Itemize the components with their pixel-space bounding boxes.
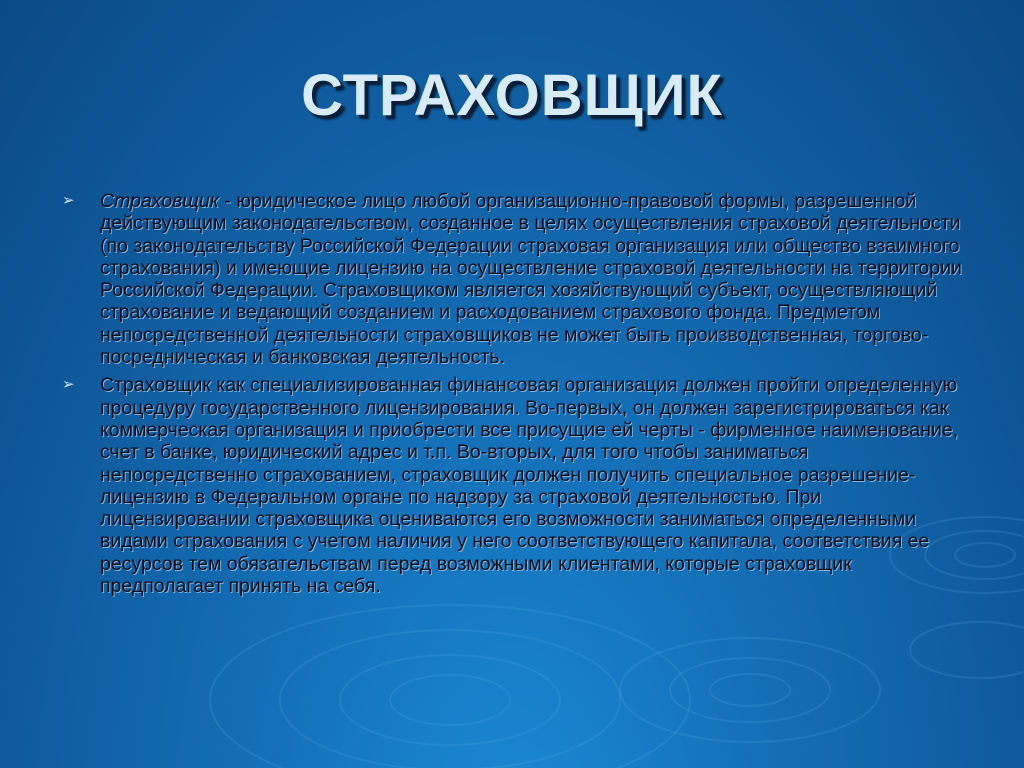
bullet-item [62,374,962,597]
bullet-text [100,190,962,368]
bullet-definition: - юридическое лицо любой организационно-правовой формы, разрешенной действующим законодательством, созданное в целях осуществления страховой деятельности (по законодательству Российской Федерации страховая организация или общество взаимного страхования) и имеющие лицензию на осуществление страховой деятельности на территории Российской Федерации. Страховщиком является хозяйствующий субъект, осуществляющий страхование и ведающий созданием и расходованием страхового фонда. Предметом непосредственной деятельности страховщиков не может быть производственная, торгово-посредническая и банковская деятельность. [100,190,962,369]
arrow-bullet-icon: ➢ [62,192,75,209]
bullet-item [62,190,962,368]
arrow-bullet-icon: ➢ [62,376,75,394]
bullet-term: Страховщик [100,190,219,212]
slide-body [62,190,962,603]
bullet-text: Страховщик как специализированная финансовая организация должен пройти определенную процедуру государственного лицензирования. Во-первых, он должен зарегистрироваться как коммерческая организация и приобрести все присущие ей черты - фирменное наименование, счет в банке, юридический адрес и т.п. Во-вторых, для того чтобы заниматься непосредственно страхованием, страховщик должен получить специальное разрешение-лицензию в Федеральном органе по надзору за страховой деятельностью. При лицензировании страховщика оцениваются его возможности заниматься определенными видами страхования с учетом наличия у него соответствующего капитала, соответствия ее ресурсов тем обязательствам перед возможными клиентами, которые страховщик предполагает принять на себя. [100,374,959,598]
slide-title: СТРАХОВЩИК [301,63,723,128]
